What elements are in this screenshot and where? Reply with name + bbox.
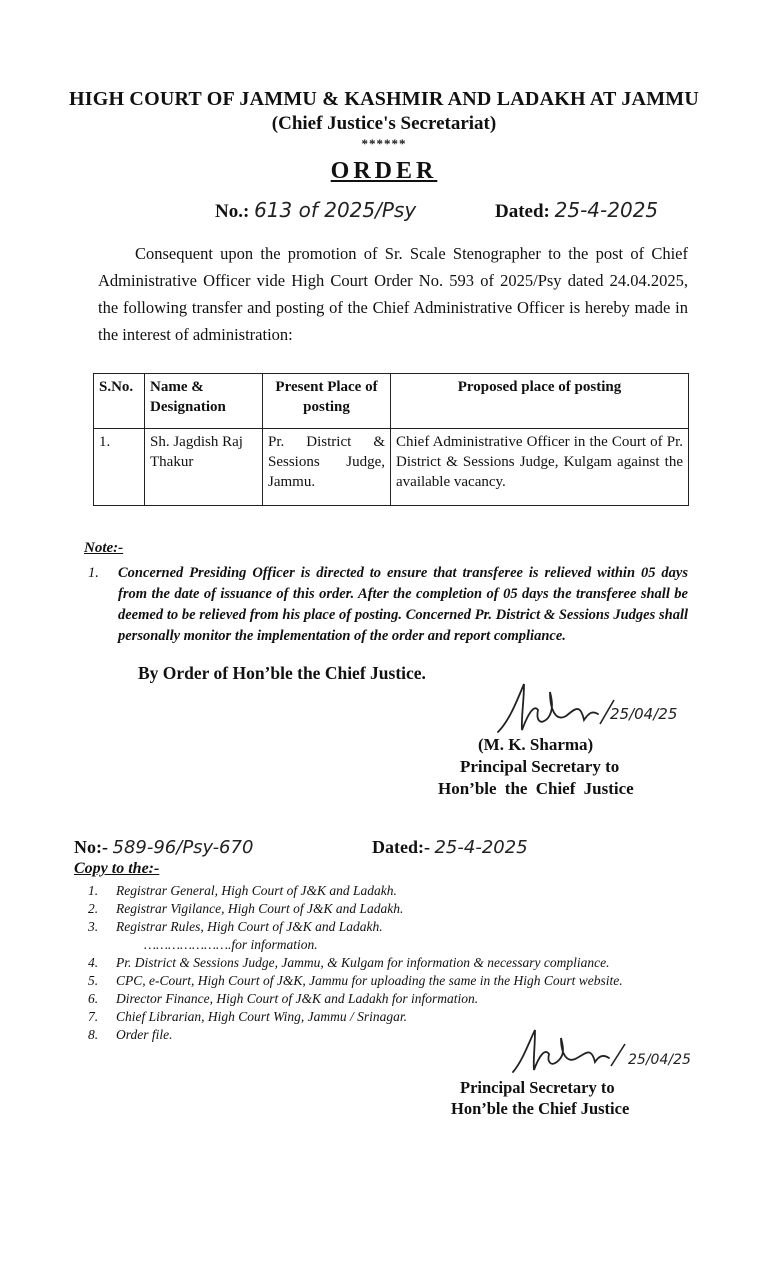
header-present: Present Place of posting <box>263 374 391 429</box>
list-item-number: 1. <box>88 883 99 898</box>
order-date-value: 25-4-2025 <box>554 198 659 222</box>
stars-divider: ****** <box>361 136 407 151</box>
list-item-number: 2. <box>88 901 99 916</box>
signer2-title-line2: Hon’ble the Chief Justice <box>451 1099 630 1118</box>
copy-date <box>372 837 528 858</box>
order-date-label: Dated: <box>495 201 550 222</box>
note-item-text: Concerned Presiding Officer is directed to ensure that transferee is relieved within 05 days from the date of issuance of this order. After the completion of 05 days the transferee shall be deemed to be relieved from his place of posting. Concerned Pr. District & Sessions Judges shall personally monitor the implementation of the order and report compliance. <box>118 565 688 644</box>
copy-number-value: 589-96/Psy-670 <box>112 837 254 858</box>
cell-proposed: Chief Administrative Officer in the Court of Pr. District & Sessions Judge, Kulgam against the available vacancy. <box>391 429 689 506</box>
list-item-text: CPC, e-Court, High Court of J&K, Jammu for uploading the same in the High Court website. <box>116 973 623 988</box>
list-item <box>88 954 688 972</box>
table-header-row <box>94 374 689 429</box>
copy-to-label: Copy to the:- <box>74 860 160 877</box>
list-item-text: Pr. District & Sessions Judge, Jammu, & Kulgam for information & necessary compliance. <box>116 955 610 970</box>
list-item-text: Order file. <box>116 1027 173 1042</box>
list-item-number: 6. <box>88 991 99 1006</box>
list-item-text: Registrar General, High Court of J&K and Ladakh. <box>116 883 397 898</box>
order-number-value: 613 of 2025/Psy <box>254 198 417 222</box>
list-item <box>88 990 688 1008</box>
list-item <box>88 972 688 990</box>
list-item <box>88 1008 688 1026</box>
copy-date-value: 25-4-2025 <box>434 837 528 858</box>
copy-number <box>74 837 253 858</box>
signer-title-line1: Principal Secretary to <box>460 757 620 776</box>
header-sno: S.No. <box>94 374 145 429</box>
note-label: Note:- <box>84 540 124 556</box>
cell-sno: 1. <box>94 429 145 506</box>
list-item-number: 4. <box>88 955 99 970</box>
list-item-text: Registrar Vigilance, High Court of J&K and Ladakh. <box>116 901 404 916</box>
court-title: HIGH COURT OF JAMMU & KASHMIR AND LADAKH AT JAMMU <box>68 88 699 110</box>
header-name: Name & Designation <box>145 374 263 429</box>
order-number <box>215 198 416 223</box>
list-item-text: Director Finance, High Court of J&K and Ladakh for information. <box>116 991 479 1006</box>
cell-name: Sh. Jagdish Raj Thakur <box>145 429 263 506</box>
posting-table <box>93 373 689 506</box>
copy-to-list <box>88 882 688 1044</box>
list-item-text: Registrar Rules, High Court of J&K and Ladakh. <box>116 919 383 934</box>
list-item <box>88 882 688 900</box>
copy-number-label: No:- <box>74 837 108 857</box>
list-item <box>88 918 688 936</box>
list-item-number: 5. <box>88 973 99 988</box>
list-item <box>88 900 688 918</box>
cell-present: Pr. District & Sessions Judge, Jammu. <box>263 429 391 506</box>
list-item-number: 3. <box>88 919 99 934</box>
header-proposed: Proposed place of posting <box>391 374 689 429</box>
signer-title-line2: Hon’ble the Chief Justice <box>438 779 634 798</box>
list-item-number: 8. <box>88 1027 99 1042</box>
list-item <box>88 936 688 954</box>
signer-name: (M. K. Sharma) <box>478 735 594 754</box>
secretariat-subtitle: (Chief Justice's Secretariat) <box>271 113 497 134</box>
copy-date-label: Dated:- <box>372 837 430 857</box>
order-date <box>495 198 658 223</box>
signature-1-date: 25/04/25 <box>610 705 678 723</box>
list-item-number: 7. <box>88 1009 99 1024</box>
signature-2-date: 25/04/25 <box>628 1052 691 1068</box>
body-paragraph: Consequent upon the promotion of Sr. Scale Stenographer to the post of Chief Administrative Officer vide High Court Order No. 593 of 2025/Psy dated 24.04.2025, the following transfer and posting of the Chief Administrative Officer is hereby made in the interest of administration: <box>98 244 688 344</box>
signer2-title-line1: Principal Secretary to <box>460 1078 615 1097</box>
list-item-text: Chief Librarian, High Court Wing, Jammu / Srinagar. <box>116 1009 408 1024</box>
table-row <box>94 429 689 506</box>
order-heading: ORDER <box>330 158 438 184</box>
order-number-label: No.: <box>215 201 250 222</box>
note-item <box>88 563 688 647</box>
note-item-number: 1. <box>88 565 99 581</box>
list-item-text: ………………….for information. <box>144 937 318 952</box>
by-order-line: By Order of Hon’ble the Chief Justice. <box>138 663 426 683</box>
